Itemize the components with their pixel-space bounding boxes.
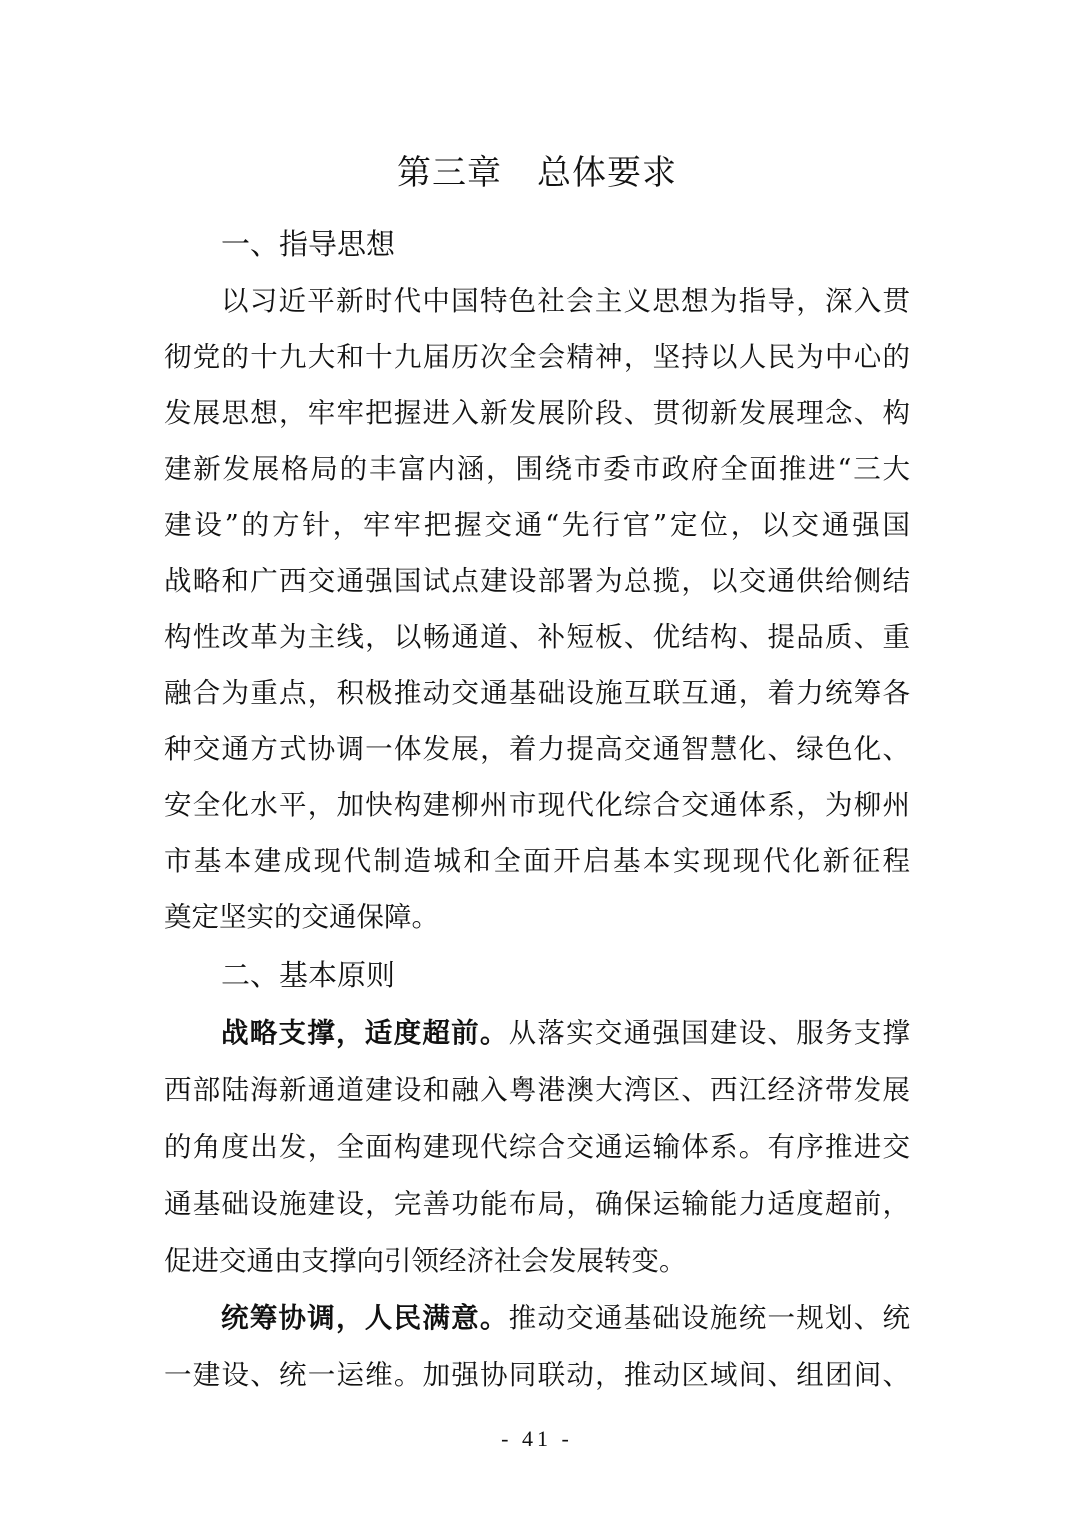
chapter-title: 第三章 总体要求 <box>397 153 677 193</box>
paragraph-line: 市基本建成现代制造城和全面开启基本实现现代化新征程 <box>164 845 910 877</box>
principle-text: 从落实交通强国建设、服务支撑 <box>508 1017 910 1049</box>
principle-first-line <box>221 1013 910 1053</box>
section-heading-basic-principles: 二、基本原则 <box>221 958 396 992</box>
paragraph-line: 西部陆海新通道建设和融入粤港澳大湾区、西江经济带发展 <box>164 1074 910 1106</box>
section-heading-guiding-thought: 一、指导思想 <box>221 227 396 261</box>
principle-lead: 统筹协调，人民满意。 <box>221 1302 509 1334</box>
principle-lead: 战略支撑，适度超前。 <box>221 1017 509 1049</box>
paragraph-line: 彻党的十九大和十九届历次全会精神，坚持以人民为中心的 <box>164 341 910 373</box>
paragraph-line: 安全化水平，加快构建柳州市现代化综合交通体系，为柳州 <box>164 789 910 821</box>
paragraph-line: 融合为重点，积极推动交通基础设施互联互通，着力统筹各 <box>164 677 910 709</box>
paragraph-line: 以习近平新时代中国特色社会主义思想为指导，深入贯 <box>221 285 910 317</box>
paragraph-line: 一建设、统一运维。加强协同联动，推动区域间、组团间、 <box>164 1359 910 1391</box>
paragraph-line: 建设”的方针，牢牢把握交通“先行官”定位，以交通强国 <box>164 509 910 541</box>
paragraph-line: 构性改革为主线，以畅通道、补短板、优结构、提品质、重 <box>164 621 910 653</box>
paragraph-line: 的角度出发，全面构建现代综合交通运输体系。有序推进交 <box>164 1131 910 1163</box>
paragraph-line: 战略和广西交通强国试点建设部署为总揽，以交通供给侧结 <box>164 565 910 597</box>
paragraph-line: 促进交通由支撑向引领经济社会发展转变。 <box>164 1245 687 1277</box>
principle-first-line <box>221 1298 910 1338</box>
page-number: - 41 - <box>501 1426 573 1451</box>
paragraph-line: 奠定坚实的交通保障。 <box>164 901 439 933</box>
paragraph-line: 发展思想，牢牢把握进入新发展阶段、贯彻新发展理念、构 <box>164 397 910 429</box>
paragraph-line: 通基础设施建设，完善功能布局，确保运输能力适度超前， <box>164 1188 910 1220</box>
paragraph-line: 建新发展格局的丰富内涵，围绕市委市政府全面推进“三大 <box>164 453 910 485</box>
principle-text: 推动交通基础设施统一规划、统 <box>508 1302 910 1334</box>
paragraph-line: 种交通方式协调一体发展，着力提高交通智慧化、绿色化、 <box>164 733 910 765</box>
